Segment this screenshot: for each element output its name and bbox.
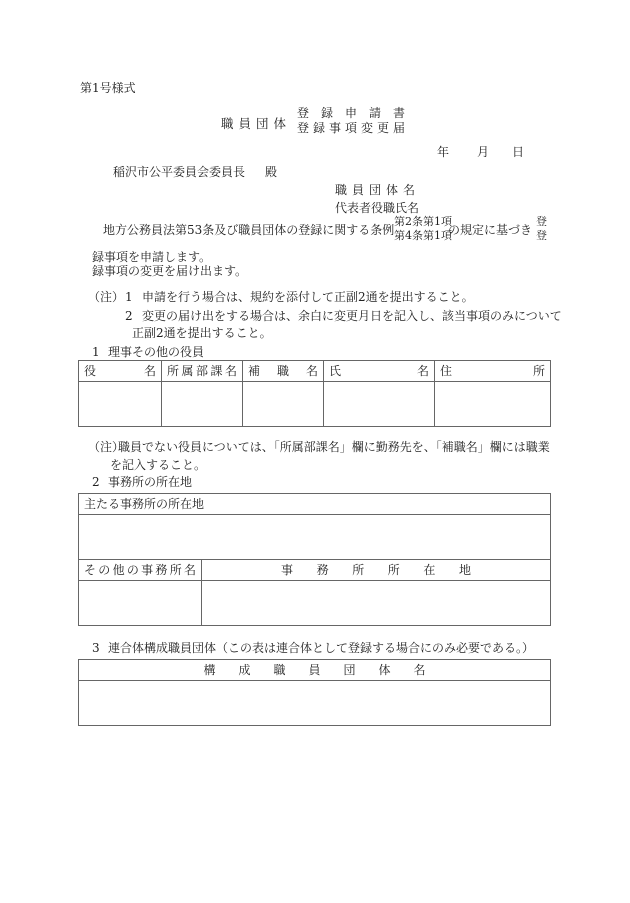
cell-department [162, 382, 243, 427]
column-header-department: 所属部課名 [162, 361, 243, 382]
officers-table [78, 360, 551, 427]
statement-article-lower: 第4条第1項 [394, 229, 452, 242]
notes-label: （注） [88, 290, 125, 304]
main-office-value [79, 515, 551, 560]
note-2-continuation: 正副2通を提出すること。 [132, 326, 272, 340]
table-row [79, 382, 551, 427]
title-option-change-notice: 登録事項変更届 [297, 121, 405, 135]
officers-table-header [79, 361, 551, 382]
statement-end-lower: 録事項の変更を届け出ます。 [92, 264, 248, 278]
addressee-honorific: 殿 [265, 165, 278, 179]
cell-address [435, 382, 551, 427]
form-number: 第1号様式 [80, 81, 136, 95]
statement-choice-upper: 登 [536, 215, 547, 228]
office-location-table [78, 493, 551, 626]
federation-members-table [78, 659, 551, 726]
section-1-number: 1 [92, 345, 100, 359]
statement-choice-lower: 登 [536, 229, 547, 242]
section-3-title: 連合体構成職員団体（この表は連合体として登録する場合にのみ必要である。） [108, 641, 535, 655]
member-organization-value [79, 681, 551, 726]
organization-name-label: 職員団体名 [335, 183, 415, 197]
document-title: 職員団体 [221, 116, 292, 131]
date-day-label: 日 [512, 145, 525, 159]
column-header-address: 住所 [435, 361, 551, 382]
section-2-number: 2 [92, 475, 100, 489]
addressee-name: 稲沢市公平委員会委員長 [113, 165, 246, 179]
date-month-label: 月 [477, 145, 490, 159]
section-1-title: 理事その他の役員 [108, 345, 205, 359]
statement-end-upper: 録事項を申請します。 [92, 250, 212, 264]
note-1-text: 申請を行う場合は、規約を添付して正副2通を提出すること。 [142, 290, 474, 304]
title-option-application: 登録申請書 [297, 106, 405, 120]
section-1-note-label: （注） [88, 440, 125, 454]
column-header-position: 補職名 [243, 361, 324, 382]
member-organization-header: 構成職員団体名 [79, 660, 551, 681]
cell-title [79, 382, 162, 427]
date-year-label: 年 [437, 145, 450, 159]
statement-middle: の規定に基づき [448, 223, 533, 237]
statement-lead: 地方公務員法第53条及び職員団体の登録に関する条例 [103, 223, 395, 237]
other-office-name-value [79, 581, 202, 626]
cell-name [324, 382, 435, 427]
column-header-title: 役名 [79, 361, 162, 382]
section-1-note-continuation: を記入すること。 [110, 458, 207, 472]
section-2-title: 事務所の所在地 [108, 475, 193, 489]
other-office-location-value [202, 581, 551, 626]
representative-label: 代表者役職氏名 [335, 201, 420, 215]
section-1-note-text: 職員でない役員については、「所属部課名」欄に勤務先を、「補職名」欄には職業 [118, 440, 550, 454]
note-1-number: 1 [125, 290, 133, 304]
note-2-number: 2 [125, 309, 133, 323]
statement-article-upper: 第2条第1項 [394, 215, 452, 228]
main-office-label: 主たる事務所の所在地 [79, 494, 551, 515]
cell-position [243, 382, 324, 427]
other-office-location-label: 事務所所在地 [202, 560, 551, 581]
other-office-name-label: その他の事務所名 [79, 560, 202, 581]
column-header-name: 氏名 [324, 361, 435, 382]
section-3-number: 3 [92, 641, 100, 655]
note-2-text: 変更の届け出をする場合は、余白に変更月日を記入し、該当事項のみについて [142, 309, 562, 323]
